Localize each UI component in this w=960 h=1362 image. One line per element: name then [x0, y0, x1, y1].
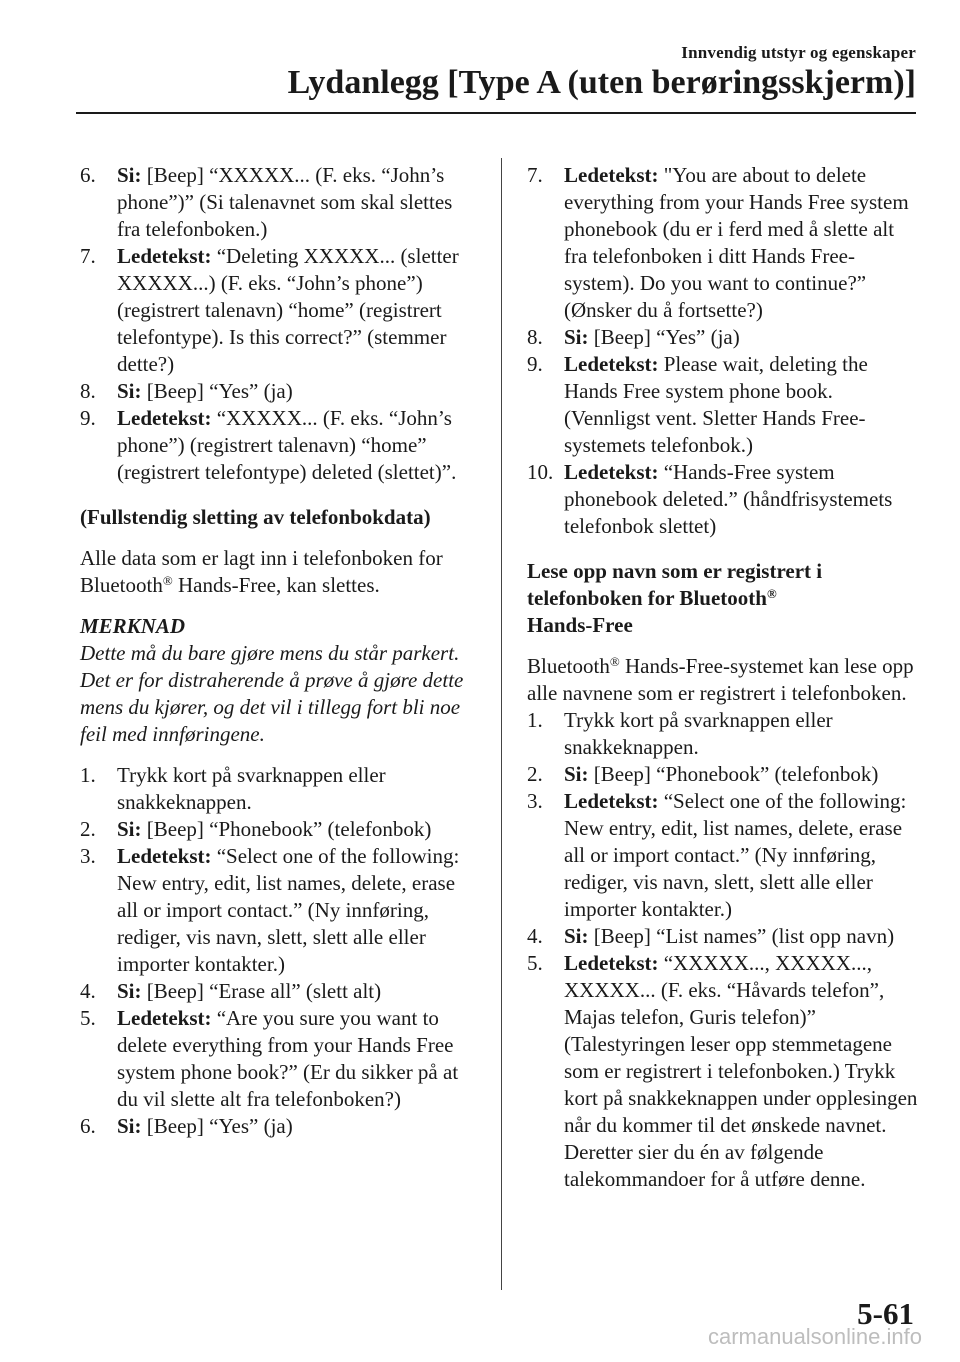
registered-mark: ®: [162, 573, 173, 588]
note-text: Dette må du bare gjøre mens du står parkert. Det er for distraherende å prøve å gjøre dette mens du kjører, og det vil i tillegg fort bli noe feil med innføringene.: [80, 641, 464, 746]
left-column: [80, 162, 472, 1140]
left-list-1: [80, 162, 472, 486]
intro-text: Alle data som er lagt inn i telefonboken for Bluetooth: [80, 546, 443, 597]
registered-mark: ®: [609, 654, 620, 669]
intro-text-end: Hands-Free-systemet kan lese opp alle navnene som er registrert i telefonboken.: [527, 654, 914, 705]
item-text: [Beep] “List names” (list opp navn): [588, 924, 895, 948]
item-text: [Beep] “Phonebook” (telefonbok): [588, 762, 879, 786]
list-item: [80, 378, 472, 405]
intro-paragraph: [80, 545, 472, 599]
item-number: 4.: [80, 979, 96, 1003]
list-item: [80, 243, 472, 378]
item-text: “Select one of the following: New entry, edit, list names, delete, erase all or import contact.” (Ny innføring, rediger, vis navn, slett, slett alle eller importer kontakter.): [564, 789, 907, 921]
item-number: 2.: [527, 762, 543, 786]
list-item: [80, 762, 472, 816]
item-label: Ledetekst:: [564, 352, 659, 376]
list-item: [80, 162, 472, 243]
item-text: Trykk kort på svarknappen eller snakkeknappen.: [117, 763, 386, 814]
item-number: 5.: [80, 1006, 96, 1030]
item-number: 6.: [80, 1114, 96, 1138]
column-divider: [501, 158, 502, 1290]
item-number: 3.: [527, 789, 543, 813]
list-item: [80, 978, 472, 1005]
item-number: 1.: [80, 763, 96, 787]
intro-text: Bluetooth: [527, 654, 610, 678]
intro-paragraph: [527, 653, 919, 707]
list-item: [527, 923, 919, 950]
item-label: Si:: [117, 163, 142, 187]
item-number: 1.: [527, 708, 543, 732]
item-number: 10.: [527, 460, 554, 484]
note-title: MERKNAD: [80, 614, 186, 638]
list-item: [80, 843, 472, 978]
item-label: Si:: [564, 325, 589, 349]
item-text: [Beep] “Erase all” (slett alt): [141, 979, 382, 1003]
item-label: Si:: [117, 1114, 142, 1138]
item-text: “Select one of the following: New entry, edit, list names, delete, erase all or import contact.” (Ny innføring, rediger, vis navn, slett, slett alle eller importer kontakter.): [117, 844, 460, 976]
item-text: "You are about to delete everything from your Hands Free system phonebook (du er i ferd med å slette alt fra telefonboken i ditt Hands Free-system). Do you want to continue?” (Ønsker du å fortsette?): [564, 163, 909, 322]
list-item: [80, 816, 472, 843]
item-number: 2.: [80, 817, 96, 841]
item-label: Si:: [564, 924, 589, 948]
list-item: [80, 1005, 472, 1113]
right-column: [527, 162, 919, 1193]
item-label: Ledetekst:: [117, 406, 212, 430]
item-text: [Beep] “Phonebook” (telefonbok): [141, 817, 432, 841]
item-label: Si:: [117, 979, 142, 1003]
item-text: Trykk kort på svarknappen eller snakkeknappen.: [564, 708, 833, 759]
item-text: “XXXXX... (F. eks. “John’s phone”) (registrert talenavn) “home” (registrert telefontype) deleted (slettet)”.: [117, 406, 457, 484]
item-text: [Beep] “XXXXX... (F. eks. “John’s phone”)” (Si talenavnet som skal slettes fra telefonboken.): [117, 163, 453, 241]
section-heading-text: Lese opp navn som er registrert i telefonboken for Bluetooth: [527, 559, 823, 610]
section-subtitle: Innvendig utstyr og egenskaper: [681, 43, 916, 62]
item-label: Si:: [117, 817, 142, 841]
section-heading: (Fullstendig sletting av telefonbokdata): [80, 505, 431, 529]
list-item: [527, 351, 919, 459]
item-number: 8.: [527, 325, 543, 349]
item-label: Ledetekst:: [117, 844, 212, 868]
item-label: Si:: [564, 762, 589, 786]
left-list-2: [80, 762, 472, 1140]
item-number: 6.: [80, 163, 96, 187]
section-heading: [527, 558, 919, 639]
list-item: [527, 788, 919, 923]
list-item: [527, 459, 919, 540]
item-text: [Beep] “Yes” (ja): [141, 379, 293, 403]
list-item: [80, 1113, 472, 1140]
item-number: 8.: [80, 379, 96, 403]
item-text: Please wait, deleting the Hands Free system phone book. (Vennligst vent. Sletter Hands Free-systemets telefonbok.): [564, 352, 868, 457]
item-number: 5.: [527, 951, 543, 975]
item-text: “Deleting XXXXX... (sletter XXXXX...) (F. eks. “John’s phone”) (registrert talenavn) “home” (registrert telefontype). Is this correct?” (stemmer dette?): [117, 244, 459, 376]
header-rule: [76, 112, 916, 114]
item-label: Ledetekst:: [564, 163, 659, 187]
page-number: 5-61: [857, 1296, 914, 1331]
item-text: “Are you sure you want to delete everything from your Hands Free system phone book?” (Er du sikker på at du vil slette alt fra telefonboken?): [117, 1006, 459, 1111]
list-item: [527, 324, 919, 351]
intro-text-end: Hands-Free, kan slettes.: [172, 573, 380, 597]
item-text: “XXXXX..., XXXXX..., XXXXX... (F. eks. “Håvards telefon”, Majas telefon, Guris telefon)” (Talestyringen leser opp stemmetagene som er registrert i telefonboken.) Trykk kort på snakkeknappen under opplesingen når du kommer til det ønskede navnet. Deretter sier du én av følgende talekommandoer for å utføre denne.: [564, 951, 918, 1191]
registered-mark: ®: [766, 586, 777, 601]
item-number: 7.: [527, 163, 543, 187]
item-text: [Beep] “Yes” (ja): [588, 325, 740, 349]
right-list-1: [527, 162, 919, 540]
item-label: Ledetekst:: [117, 1006, 212, 1030]
list-item: [527, 707, 919, 761]
item-label: Ledetekst:: [117, 244, 212, 268]
list-item: [527, 950, 919, 1193]
item-number: 9.: [80, 406, 96, 430]
list-item: [80, 405, 472, 486]
item-number: 4.: [527, 924, 543, 948]
item-text: [Beep] “Yes” (ja): [141, 1114, 293, 1138]
item-number: 9.: [527, 352, 543, 376]
page-title: Lydanlegg [Type A (uten berøringsskjerm)]: [287, 64, 916, 101]
item-label: Si:: [117, 379, 142, 403]
item-label: Ledetekst:: [564, 460, 659, 484]
item-label: Ledetekst:: [564, 789, 659, 813]
item-label: Ledetekst:: [564, 951, 659, 975]
section-heading-end: Hands-Free: [527, 613, 633, 637]
list-item: [527, 162, 919, 324]
item-text: “Hands-Free system phonebook deleted.” (håndfrisystemets telefonbok slettet): [564, 460, 893, 538]
watermark: carmanualsonline.info: [707, 1324, 922, 1349]
item-number: 3.: [80, 844, 96, 868]
list-item: [527, 761, 919, 788]
right-list-2: [527, 707, 919, 1193]
item-number: 7.: [80, 244, 96, 268]
